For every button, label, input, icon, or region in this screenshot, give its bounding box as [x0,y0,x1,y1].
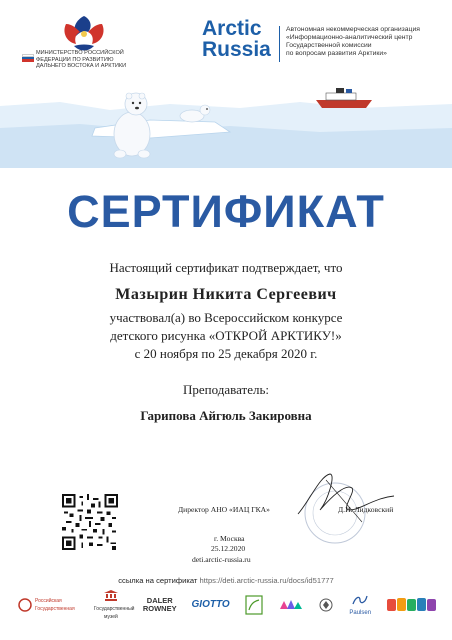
sponsor-1-logo-icon [18,598,32,612]
paulsen-logo-icon [351,594,369,606]
certificate-link[interactable]: https://deti.arctic-russia.ru/docs/id51777 [199,576,334,585]
certificate-title: СЕРТИФИКАТ [67,186,385,237]
director-label: Директор АНО «ИАЦ ГКА» [178,505,270,514]
teacher-label: Преподаватель: [182,382,269,397]
org-text: Автономная некоммерческая организация «Информационно-аналитический центр Государственной комиссии по вопросам развития Арктики» [286,26,420,57]
sponsor-2: Государственный музей [94,590,128,621]
issue-date: 25.12.2020 [211,544,246,553]
sponsor-paulsen: Paulsen [349,594,371,617]
museum-logo-icon [104,590,118,602]
recipient-name: Мазырин Никита Сергеевич [115,286,337,303]
ministry-text: МИНИСТЕРСТВО РОССИЙСКОЙ ФЕДЕРАЦИИ ПО РАЗВИТИЮ ДАЛЬНЕГО ВОСТОКА И АРКТИКИ [36,50,127,70]
sponsor-daler-rowney: DALER ROWNEY [142,595,177,613]
arctic-russia-logo [202,18,271,60]
participation-line-1: участвовал(а) во Всероссийском конкурсе [109,310,343,325]
qr-code[interactable] [62,494,118,550]
russia-flag-icon [22,54,34,62]
director-name: Д.И. Лидковский [338,505,394,514]
sponsor-logos [18,590,438,620]
sponsor-green-logo-icon [245,595,263,615]
sponsor-1: Российская Государственная [18,597,79,613]
site-url: deti.arctic-russia.ru [192,555,251,564]
certificate-link-line [0,576,452,585]
participation-line-2: детского рисунка «ОТКРОЙ АРКТИКУ!» [110,328,342,343]
city: г. Москва [214,534,245,543]
sponsor-emblem-icon [318,596,334,614]
arctic-banner-illustration [0,88,452,168]
sponsor-giotto: GIOTTO [191,599,230,610]
participation-dates: с 20 ноября по 25 декабря 2020 г. [134,346,318,361]
confirms-text: Настоящий сертификат подтверждает, что [109,260,343,275]
director-signature [290,470,410,530]
sponsor-kids-logo-icon [386,596,438,614]
sponsor-colorful-logo-icon [278,597,304,613]
brand-line2: Russia [202,38,271,61]
brand-line1: Arctic [202,17,262,40]
link-label: ссылка на сертификат [118,576,198,585]
teacher-name: Гарипова Айгюль Закировна [140,408,312,423]
brand-divider [279,26,280,62]
